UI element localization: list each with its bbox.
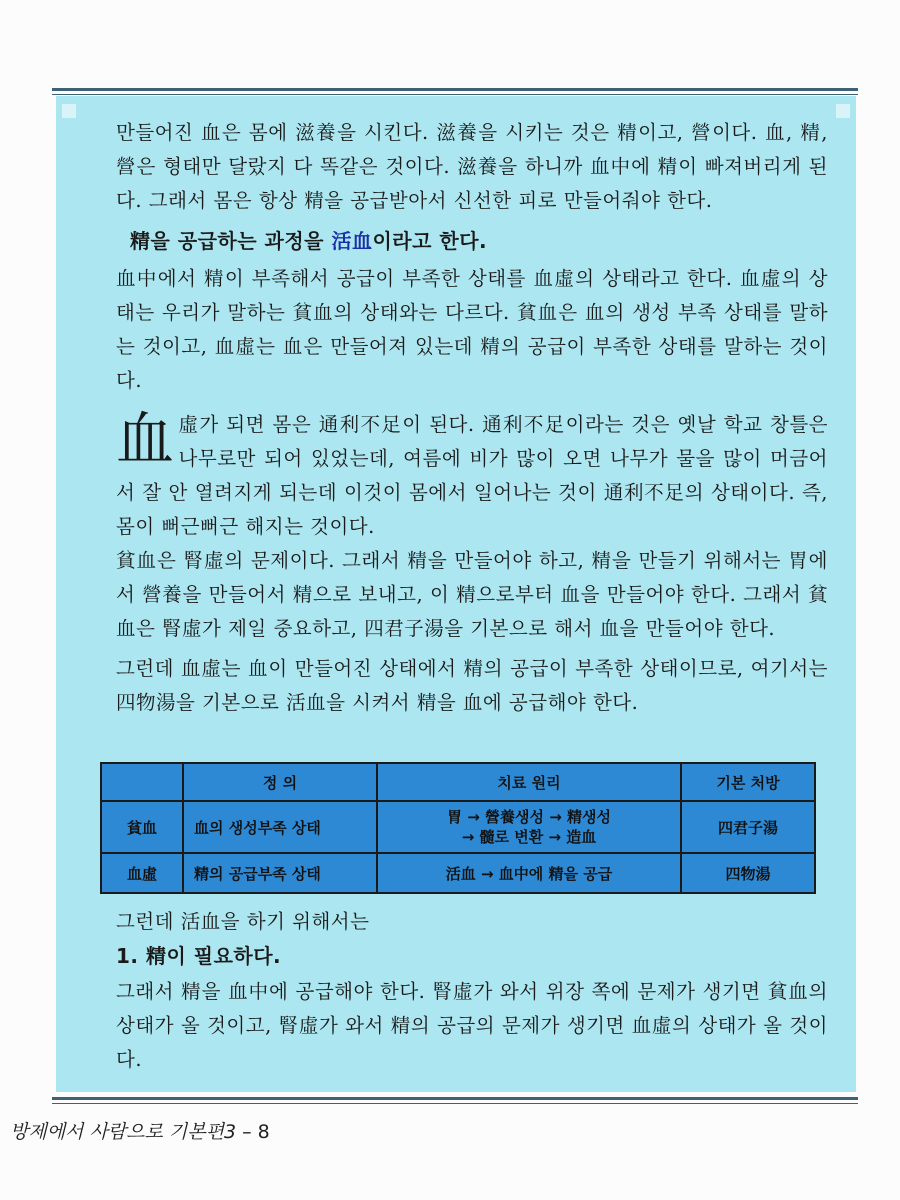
principle-cell <box>377 801 681 853</box>
paragraph-3: 虛가 되면 몸은 通利不足이 된다. 通利不足이라는 것은 옛날 학교 창틀은 나무로만 되어 있었는데, 여름에 비가 많이 오면 나무가 물을 많이 머금어서 잘 안 열려지게 되는데 이것이 몸에서 일어나는 것이 通利不足의 상태이다. 즉, 몸이 뻐근뻐근 해지는 것이다. <box>116 413 828 538</box>
table-header-cell: 기본 처방 <box>681 763 815 801</box>
bottom-rule <box>52 1097 858 1104</box>
heading-text-a: 精을 공급하는 과정을 <box>130 229 332 253</box>
definition-cell: 精의 공급부족 상태 <box>183 853 377 893</box>
paragraph-1: 만들어진 血은 몸에 滋養을 시킨다. 滋養을 시키는 것은 精이고, 營이다. 血, 精, 營은 형태만 달랐지 다 똑같은 것이다. 滋養을 하니까 血中에 精이 빠져버리게 된다. 그래서 몸은 항상 精을 공급받아서 신선한 피로 만들어줘야 한다. <box>116 121 828 212</box>
section-heading <box>130 224 828 258</box>
principle-cell: 活血 → 血中에 精을 공급 <box>377 853 681 893</box>
table-header-cell: 정 의 <box>183 763 377 801</box>
heading-highlight: 活血 <box>331 229 373 253</box>
definition-cell: 血의 생성부족 상태 <box>183 801 377 853</box>
paragraph-2: 血中에서 精이 부족해서 공급이 부족한 상태를 血虛의 상태라고 한다. 血虛의 상태는 우리가 말하는 貧血의 상태와는 다르다. 貧血은 血의 생성 부족 상태를 말하는 것이고, 血虛는 血은 만들어져 있는데 精의 공급이 부족한 상태를 말하는 것이다. <box>116 267 828 392</box>
numbered-heading: 1. 精이 필요하다. <box>116 944 282 968</box>
table-row <box>101 853 815 893</box>
page-number: 8 <box>257 1121 270 1143</box>
book-title: 방제에서 사람으로 기본편3 – <box>10 1121 252 1143</box>
row-name-cell: 血虛 <box>101 853 183 893</box>
body-text-upper <box>116 116 828 720</box>
top-rule <box>52 88 858 95</box>
prescription-cell: 四物湯 <box>681 853 815 893</box>
table-row <box>101 801 815 853</box>
table-header-cell <box>101 763 183 801</box>
table-header-row <box>101 763 815 801</box>
summary-table <box>100 762 816 894</box>
row-name-cell: 貧血 <box>101 801 183 853</box>
paragraph-7: 그래서 精을 血中에 공급해야 한다. 腎虛가 와서 위장 쪽에 문제가 생기면 貧血의 상태가 올 것이고, 腎虛가 와서 精의 공급의 문제가 생기면 血虛의 상태가 올 것이다. <box>116 980 828 1071</box>
dropcap-letter: 血 <box>116 405 175 473</box>
paragraph-4: 貧血은 腎虛의 문제이다. 그래서 精을 만들어야 하고, 精을 만들기 위해서는 胃에서 營養을 만들어서 精으로 보내고, 이 精으로부터 血을 만들어야 한다. 그래서 貧血은 腎虛가 제일 중요하고, 四君子湯을 기본으로 해서 血을 만들어야 한다. <box>116 549 828 640</box>
table-header-cell: 치료 원리 <box>377 763 681 801</box>
paragraph-5: 그런데 血虛는 血이 만들어진 상태에서 精의 공급이 부족한 상태이므로, 여기서는 四物湯을 기본으로 活血을 시켜서 精을 血에 공급해야 한다. <box>116 657 828 714</box>
dropcap-paragraph <box>116 405 828 544</box>
body-text-lower <box>116 905 828 1077</box>
prescription-cell: 四君子湯 <box>681 801 815 853</box>
page-footer <box>10 1117 270 1144</box>
principle-line: 胃 → 營養생성 → 精생성 <box>447 808 611 826</box>
paragraph-6: 그런데 活血을 하기 위해서는 <box>116 910 370 933</box>
principle-line: → 髓로 변환 → 造血 <box>461 828 597 846</box>
heading-text-b: 이라고 한다. <box>372 229 488 253</box>
